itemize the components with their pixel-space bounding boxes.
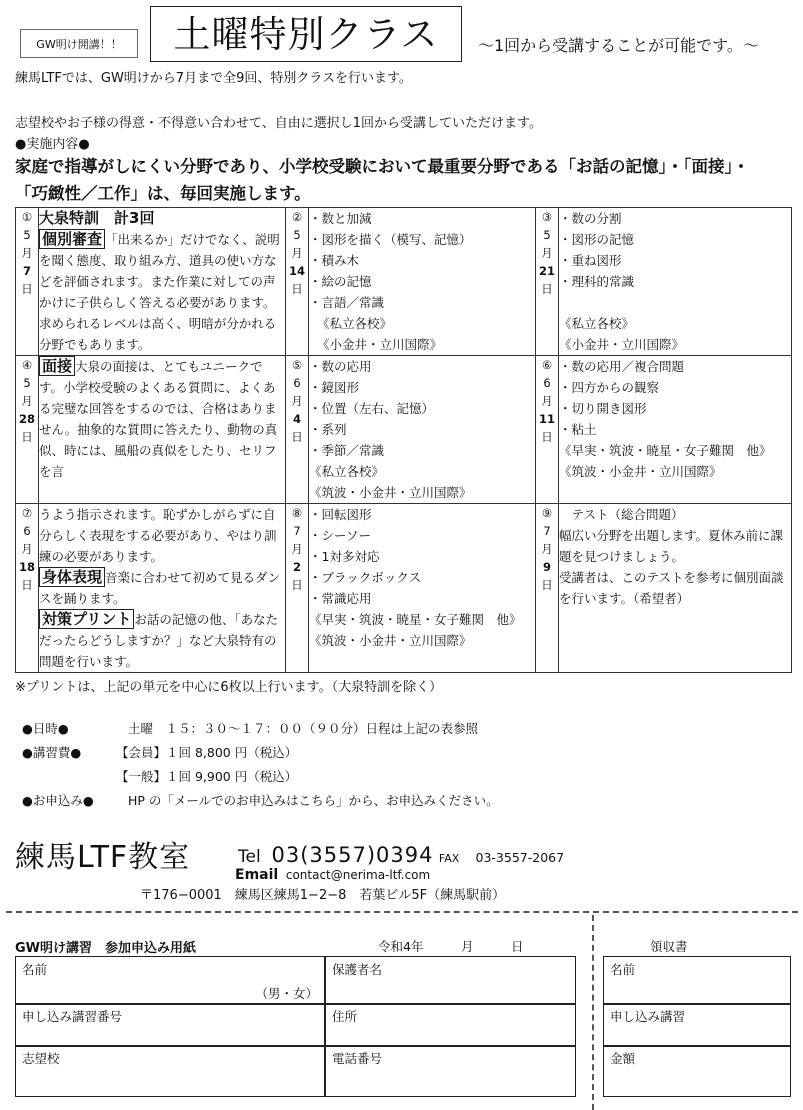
page-subtitle: 〜1回から受講することが可能です。〜 [478, 36, 759, 55]
guardian-field[interactable]: 保護者名 [325, 956, 576, 1005]
session-date: ⑦ 6 月 18 日 [16, 504, 39, 673]
cut-line [6, 911, 798, 913]
schedule-row [16, 504, 792, 673]
tel-number: 03(3557)0394 [271, 843, 434, 867]
interview-tag: 面接 [39, 356, 75, 376]
session-9-cell: テスト（総合問題） 幅広い分野を出題します。夏休み前に課題を見つけましょう。 受講者は、このテストを参考に個別面談を行います。（希望者） [559, 504, 792, 673]
cut-line-vertical [592, 915, 594, 1110]
session-3-cell: ・数の分割 ・図形の記憶 ・重ね図形 ・理科的常識 《私立各校》 《小金井・立川国際》 [559, 208, 792, 356]
session-date: ⑧ 7 月 2 日 [286, 504, 309, 673]
schedule-row [16, 356, 792, 504]
apply-label: ●お申込み● [22, 793, 94, 808]
print-note: ※プリントは、上記の単元を中心に6枚以上行います。（大泉特訓を除く） [15, 680, 443, 695]
intro-bold-1: 家庭で指導がしにくい分野であり、小学校受験において最重要分野である「お話の記憶」・「面接」・ [15, 157, 750, 176]
session-date: ⑨ 7 月 9 日 [536, 504, 559, 673]
fee-member: 【会員】１回 8,800 円（税込） [116, 745, 298, 760]
form-date: 令和4年 月 日 [378, 939, 524, 954]
session-date: ③ 5 月 21 日 [536, 208, 559, 356]
receipt-name-field[interactable]: 名前 [603, 956, 791, 1005]
intro-bold-2: 「巧緻性／工作」は、毎回実施します。 [15, 184, 311, 203]
intro-line-1: 練馬LTFでは、GW明けから7月まで全9回、特別クラスを行います。 [15, 71, 412, 86]
content-heading: ●実施内容● [15, 137, 90, 152]
gender-choice[interactable]: （男・女） [255, 986, 318, 1001]
session-7-cell: うよう指示されます。恥ずかしがらずに自分らしく表現をする必要があり、やはり訓練の必要があります。 身体表現 音楽に合わせて初めて見るダンスを踊ります。 対策プリント お話の記憶の他、「あなただったらどうしますか？」など大泉特有の問題を行います。 [39, 504, 286, 673]
contact-email: Email contact@nerima-ltf.com [235, 867, 431, 883]
individual-exam-tag: 個別審査 [39, 229, 105, 249]
session-date: ① 5 月 7 日 [16, 208, 39, 356]
session-7-text-1: うよう指示されます。恥ずかしがらずに自分らしく表現をする必要があり、やはり訓練の必要があります。 [39, 507, 277, 564]
fee-label: ●講習費● [22, 745, 82, 760]
email-address[interactable]: contact@nerima-ltf.com [285, 868, 431, 882]
contact-phone [238, 843, 564, 867]
session-1-title: 大泉特訓 計3回 [39, 209, 155, 227]
datetime-label: ●日時● [22, 721, 69, 736]
schedule-table [15, 207, 792, 673]
opening-tag: GW明け開講！！ [20, 29, 138, 58]
session-4-cell [39, 356, 286, 504]
fee-general: 【一般】１回 9,900 円（税込） [116, 769, 298, 784]
school-name: 練馬LTF教室 [15, 840, 191, 875]
target-school-field[interactable]: 志望校 [15, 1045, 325, 1097]
session-date: ④ 5 月 28 日 [16, 356, 39, 504]
page-title: 土曜特別クラス [150, 6, 462, 62]
session-1-cell [39, 208, 286, 356]
address: 〒176−0001 練馬区練馬1−2−8 若葉ビル5F（練馬駅前） [140, 888, 506, 903]
session-8-cell: ・回転図形 ・シーソー ・1対多対応 ・ブラックボックス ・常識応用 《早実・筑波・暁星・女子難関 他》 《筑波・小金井・立川国際》 [309, 504, 536, 673]
course-number-field[interactable]: 申し込み講習番号 [15, 1003, 325, 1047]
tel-label: Tel [238, 847, 261, 867]
session-4-text: 大泉の面接は、とてもユニークです。小学校受験のよくある質問に、よくある完璧な回答をするのでは、合格はありません。抽象的な質問に答えたり、動物の真似、時には、風船の真似をしたり、セリフを言 [39, 359, 278, 479]
session-date: ⑤ 6 月 4 日 [286, 356, 309, 504]
session-date: ⑥ 6 月 11 日 [536, 356, 559, 504]
phone-field[interactable]: 電話番号 [325, 1045, 576, 1097]
fax-label: FAX [438, 852, 460, 865]
body-expression-tag: 身体表現 [39, 567, 105, 587]
session-date: ② 5 月 14 日 [286, 208, 309, 356]
address-field[interactable]: 住所 [325, 1003, 576, 1047]
schedule-row [16, 208, 792, 356]
apply-value: HP の「メールでのお申込みはこちら」から、お申込みください。 [128, 793, 499, 808]
session-1-text: 「出来るか」だけでなく、説明を聞く態度、取り組み方、道具の使い方などを評価されます。また作業に対しての声かけに子供らしく答える必要があります。求められるレベルは高く、明暗が分かれる分野でもあります。 [39, 232, 280, 352]
receipt-amount-field[interactable]: 金額 [603, 1045, 791, 1097]
intro-line-2: 志望校やお子様の得意・不得意い合わせて、自由に選択し1回から受講していただけます。 [15, 116, 542, 131]
name-field[interactable]: 名前 （男・女） [15, 956, 325, 1005]
session-6-cell: ・数の応用／複合問題 ・四方からの観察 ・切り開き図形 ・粘土 《早実・筑波・暁星・女子難関 他》 《筑波・小金井・立川国際》 [559, 356, 792, 504]
receipt-course-field[interactable]: 申し込み講習 [603, 1003, 791, 1047]
session-5-cell: ・数の応用 ・鏡図形 ・位置（左右、記憶） ・系列 ・季節／常識 《私立各校》 《筑波・小金井・立川国際》 [309, 356, 536, 504]
datetime-value: 土曜 １５：３０〜１７：００（９０分）日程は上記の表参照 [128, 721, 479, 736]
receipt-title: 領収書 [650, 939, 688, 954]
form-title: GW明け講習 参加申込み用紙 [15, 941, 197, 956]
print-tag: 対策プリント [39, 609, 134, 629]
fax-number: 03-3557-2067 [475, 850, 565, 865]
session-2-cell: ・数と加減 ・図形を描く（模写、記憶） ・積み木 ・絵の記憶 ・言語／常識 《私立各校》 《小金井・立川国際》 [309, 208, 536, 356]
